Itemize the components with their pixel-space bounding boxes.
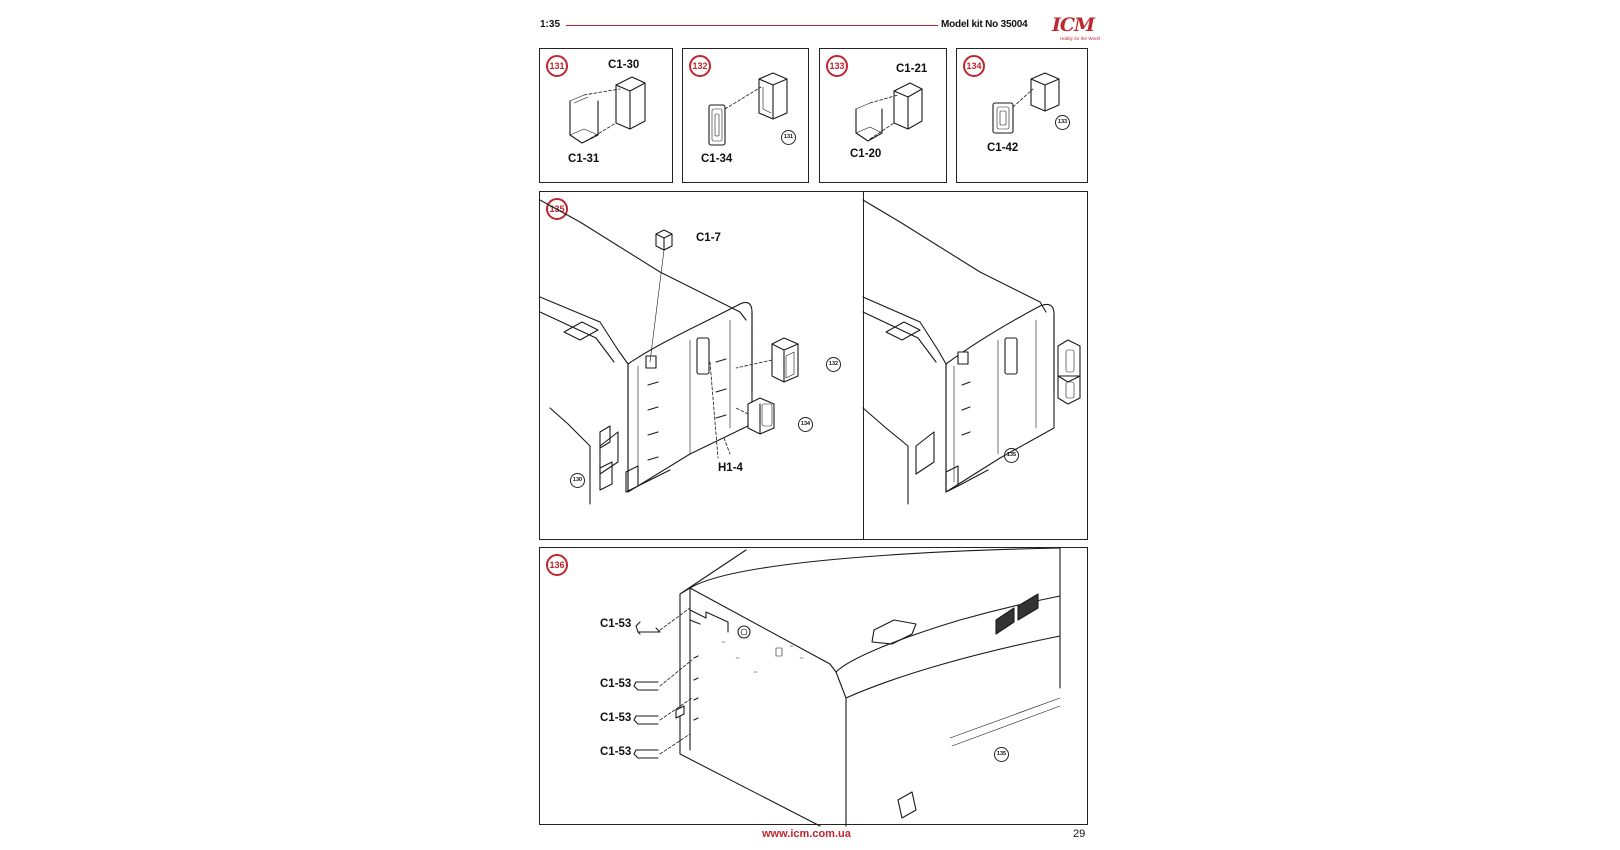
step-number-134: 134 xyxy=(963,55,985,77)
step-134-drawing xyxy=(957,49,1089,184)
step-number-131: 131 xyxy=(546,55,568,77)
ref-circle-134: 134 xyxy=(798,417,813,432)
step-number-136: 136 xyxy=(546,554,568,576)
logo-tagline: Hobby for the World xyxy=(1059,36,1100,41)
scale-label: 1:35 xyxy=(540,19,561,30)
step-135-panel xyxy=(539,191,1088,540)
step-132-drawing xyxy=(683,49,810,184)
part-label-c1-7: C1-7 xyxy=(696,232,721,244)
part-label-c1-34: C1-34 xyxy=(701,153,733,165)
header-rule xyxy=(566,25,938,26)
part-label-h1-4: H1-4 xyxy=(718,462,743,474)
ref-circle-135: 135 xyxy=(994,747,1009,762)
step-133-drawing xyxy=(820,49,948,184)
part-label-c1-53-4: C1-53 xyxy=(600,746,632,758)
step-136-panel xyxy=(539,547,1088,825)
footer-url[interactable]: www.icm.com.ua xyxy=(762,828,851,840)
step-131-drawing xyxy=(540,49,674,184)
step-131-panel xyxy=(539,48,673,183)
step-number-132: 132 xyxy=(689,55,711,77)
page-number: 29 xyxy=(1073,828,1086,840)
part-label-c1-42: C1-42 xyxy=(987,142,1019,154)
part-label-c1-20: C1-20 xyxy=(850,148,882,160)
step-136-drawing xyxy=(540,548,1089,826)
part-label-c1-30: C1-30 xyxy=(608,59,640,71)
ref-circle-132: 132 xyxy=(826,357,841,372)
part-label-c1-53-3: C1-53 xyxy=(600,712,632,724)
ref-circle-133: 133 xyxy=(1055,115,1070,130)
part-label-c1-31: C1-31 xyxy=(568,153,600,165)
ref-circle-131: 131 xyxy=(781,130,796,145)
logo-text: ICM xyxy=(1051,14,1095,36)
step-number-133: 133 xyxy=(826,55,848,77)
icm-logo xyxy=(1046,14,1100,44)
step-135-drawing xyxy=(540,192,1089,541)
step-number-135: 135 xyxy=(546,198,568,220)
ref-circle-130: 130 xyxy=(570,473,585,488)
ref-circle-135-result: 135 xyxy=(1004,448,1019,463)
step-134-panel xyxy=(956,48,1088,183)
step-133-panel xyxy=(819,48,947,183)
kit-number: Model kit No 35004 xyxy=(941,19,1028,30)
step-132-panel xyxy=(682,48,809,183)
part-label-c1-53-2: C1-53 xyxy=(600,678,632,690)
part-label-c1-53-1: C1-53 xyxy=(600,618,632,630)
part-label-c1-21: C1-21 xyxy=(896,63,928,75)
